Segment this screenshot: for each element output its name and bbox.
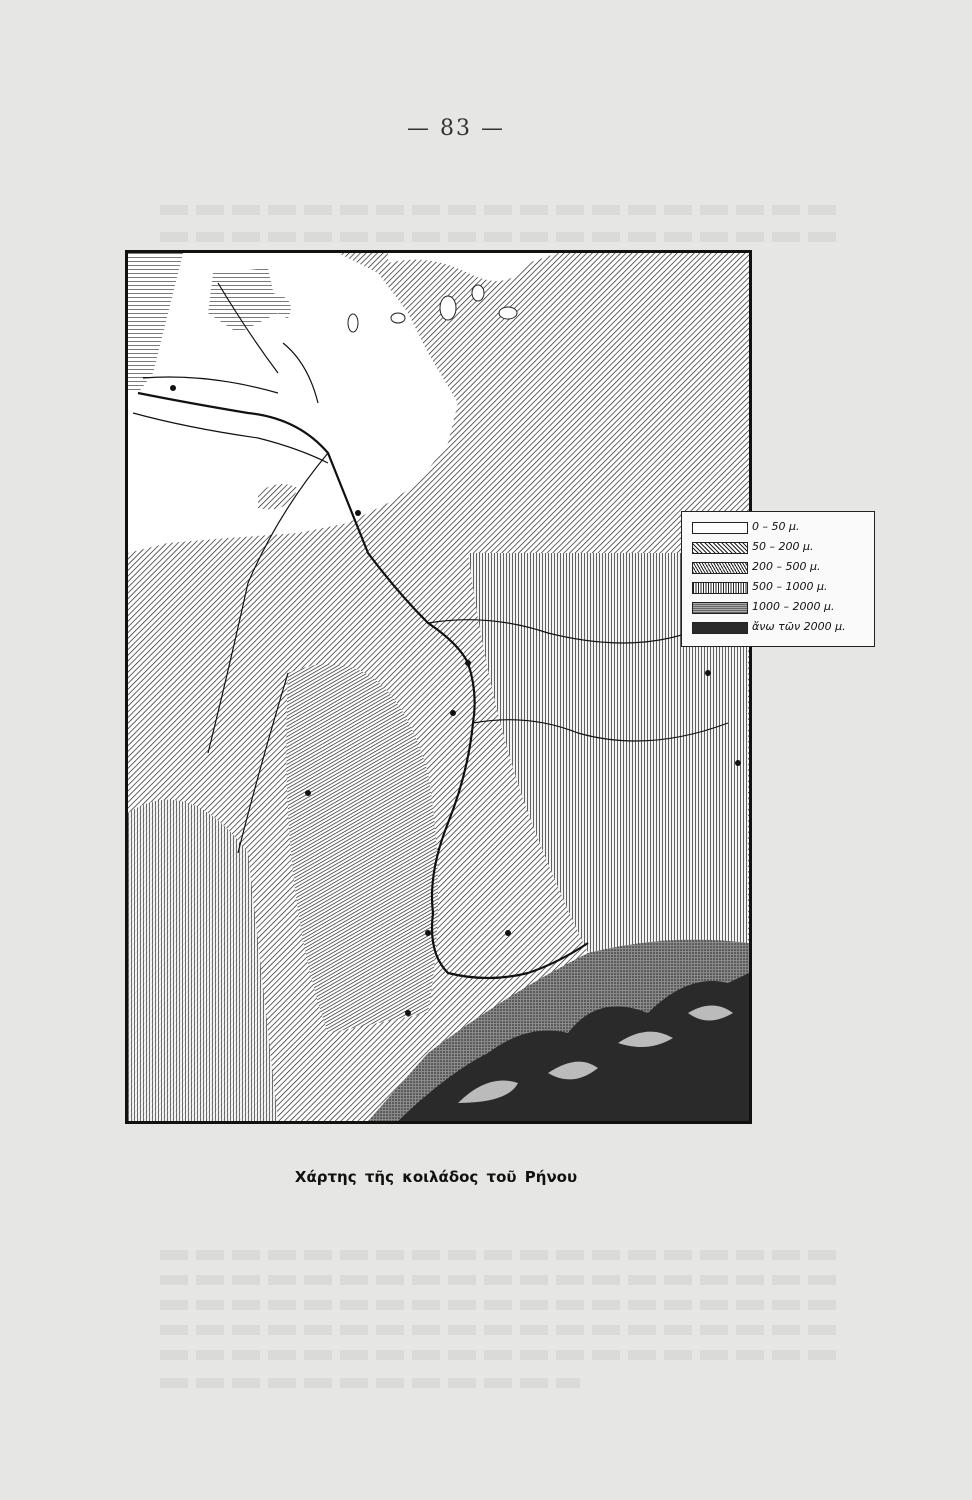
legend-label: 500 – 1000 μ.	[752, 580, 828, 593]
legend-item	[692, 522, 872, 536]
show-through-line	[160, 205, 840, 215]
legend-swatch	[692, 602, 748, 614]
legend-label: 200 – 500 μ.	[752, 560, 821, 573]
page-number: — 83 —	[407, 116, 505, 141]
legend-swatch	[692, 562, 748, 574]
show-through-line	[160, 1350, 840, 1360]
show-through-line	[160, 1250, 840, 1260]
map-caption: Χάρτης τῆς κοιλάδος τοῦ Ρήνου	[294, 1168, 578, 1186]
legend-item	[692, 602, 872, 616]
legend-label: 50 – 200 μ.	[752, 540, 814, 553]
legend-label: 1000 – 2000 μ.	[752, 600, 835, 613]
rhine-valley-map	[125, 250, 846, 1124]
show-through-line	[160, 1300, 840, 1310]
legend-swatch	[692, 522, 748, 534]
legend-item	[692, 622, 872, 636]
legend-item	[692, 582, 872, 596]
legend-item	[692, 542, 872, 556]
elevation-legend	[681, 511, 875, 647]
map-graphic	[128, 253, 749, 1121]
show-through-line	[160, 1275, 840, 1285]
legend-label: 0 – 50 μ.	[752, 520, 800, 533]
show-through-line	[160, 1378, 580, 1388]
legend-item	[692, 562, 872, 576]
legend-swatch	[692, 582, 748, 594]
show-through-line	[160, 232, 840, 242]
legend-label: ἄνω τῶν 2000 μ.	[752, 620, 846, 633]
show-through-line	[160, 1325, 840, 1335]
legend-swatch	[692, 542, 748, 554]
legend-swatch	[692, 622, 748, 634]
